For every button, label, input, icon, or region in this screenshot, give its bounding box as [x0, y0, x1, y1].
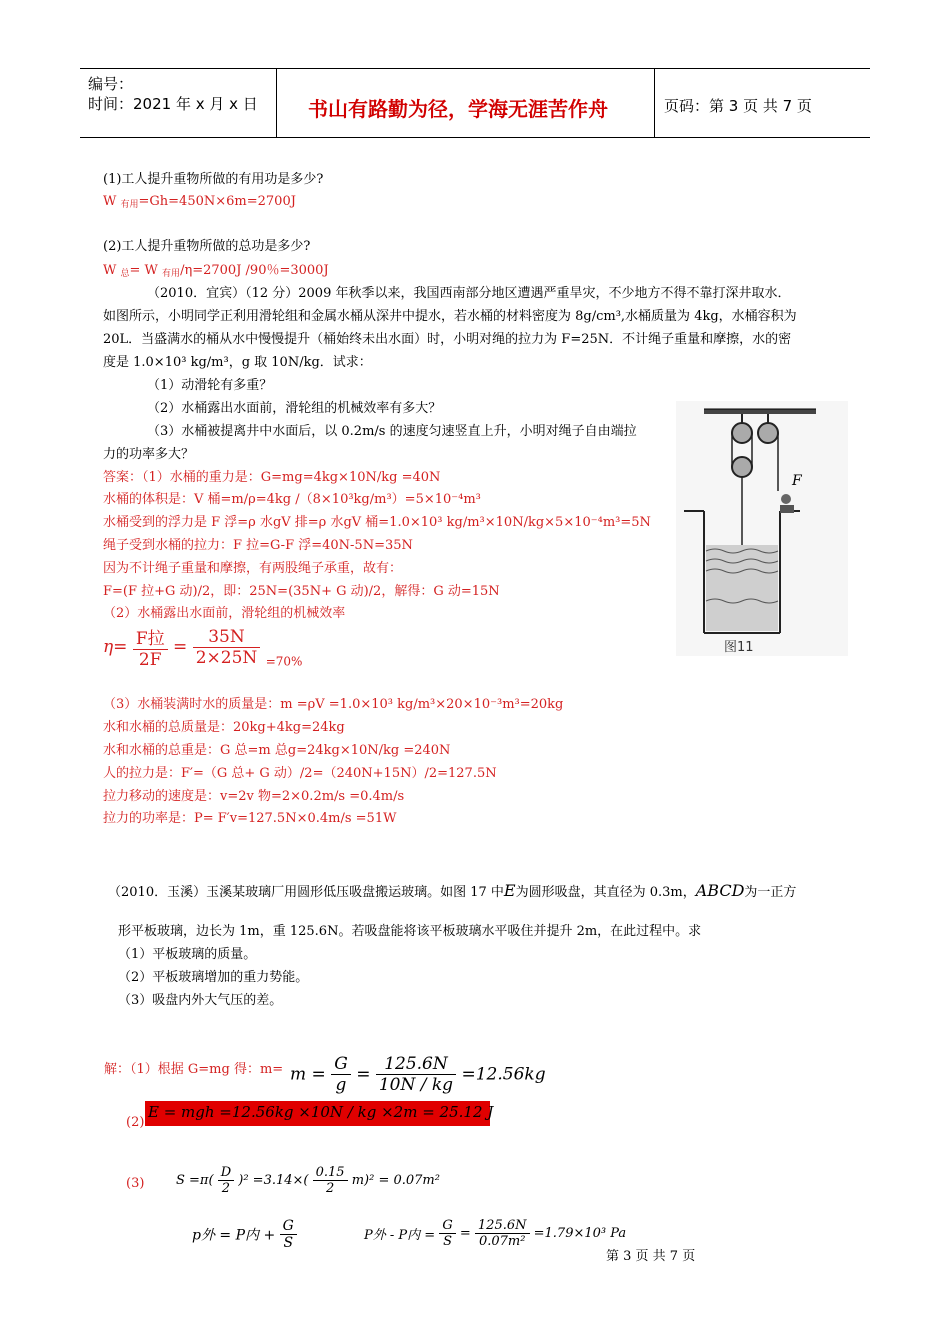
problem2-line4: 度是 1.0×10³ kg/m³，g 取 10N/kg．试求： [103, 355, 372, 370]
problem2-line3: 20L．当盛满水的桶从水中慢慢提升（桶始终未出水面）时，小明对绳的拉力为 F=25N．不计绳子重量和摩擦，水的密 [103, 332, 792, 347]
question-2: (2)工人提升重物所做的总功是多少? [103, 239, 311, 254]
page-label: 页码：第 3 页 共 7 页 [664, 97, 812, 115]
solution2-label: (2) [126, 1115, 145, 1130]
answer3-line-2: 水和水桶的总重是：G 总=m 总g=24kg×10N/kg =240N [103, 743, 451, 758]
answer-line-5: F=(F 拉+G 动)/2，即：25N=(35N+ G 动)/2，解得：G 动=15N [103, 584, 500, 599]
pulley-well-figure [676, 401, 848, 656]
question-1: (1)工人提升重物所做的有用功是多少? [103, 172, 324, 187]
eta-frac1: $\frac{\text{F拉}}{2F}$ [133, 624, 168, 670]
problem3-q2: （2）平板玻璃增加的重力势能。 [118, 970, 309, 985]
problem2-q3: （3）水桶被提离井中水面后，以 0.2m/s 的速度匀速竖直上升，小明对绳子自由端拉 [147, 424, 637, 439]
header-divider [654, 69, 655, 137]
pulley-well-illustration [676, 401, 848, 656]
problem2-q2: （2）水桶露出水面前，滑轮组的机械效率有多大？ [147, 401, 442, 416]
figure-caption: 图11 [724, 640, 754, 655]
problem2-line1: （2010．宜宾）（12 分）2009 年秋季以来，我国西南部分地区遭遇严重旱灾，不少地方不得不靠打深井取水． [147, 286, 791, 301]
answer-line-3: 绳子受到水桶的拉力：F 拉=G-F 浮=40N-5N=35N [103, 538, 413, 553]
solution3-label: (3) [126, 1176, 145, 1191]
problem2-line2: 如图所示，小明同学正利用滑轮组和金属水桶从深井中提水，若水桶的材料密度为 8g/cm³,水桶质量为 4kg，水桶容积为 [103, 309, 797, 324]
answer-line-6: （2）水桶露出水面前，滑轮组的机械效率 [103, 606, 346, 621]
pressure-formula-1: p外 = P内 + $\frac{G}{S}$ [192, 1218, 297, 1251]
eta-frac2: $\frac{35N}{2\times 25N}$ [193, 627, 261, 668]
problem3-line2: 形平板玻璃，边长为 1m，重 125.6N。若吸盘能将该平板玻璃水平吸住并提升 2m，在此过程中。求 [118, 924, 702, 939]
solution3-area-formula: S =π( $\frac{D}{2}$ )² =3.14×( $\frac{0.15}{2}$ m)² = 0.07m² [176, 1165, 440, 1196]
page-footer: 第 3 页 共 7 页 [606, 1249, 696, 1264]
answer3-line-1: 水和水桶的总质量是：20kg+4kg=24kg [103, 720, 345, 735]
answer3-line-5: 拉力的功率是：P= F′v=127.5N×0.4m/s =51W [103, 811, 397, 826]
code-label: 编号： [88, 75, 134, 93]
problem3-line1: （2010．玉溪）玉溪某玻璃厂用圆形低压吸盘搬运玻璃。如图 17 中E为圆形吸盘，其直径为 0.3m，ABCD为一正方 [108, 881, 797, 900]
pressure-formula-2: P外 - P内 = $\frac{G}{S}$ = $\frac{125.6N}{\text{0.07m²}}$ =1.79×10³ Pa [364, 1218, 627, 1249]
header-motto: 书山有路勤为径，学海无涯苦作舟 [308, 97, 608, 121]
problem2-q3b: 力的功率多大？ [103, 447, 195, 462]
header-left-cell [80, 69, 277, 137]
solution1-label: 解：（1）根据 G=mg 得：m= [104, 1062, 284, 1077]
time-label: 时间：2021 年 x 月 x 日 [88, 95, 258, 113]
problem2-q1: （1）动滑轮有多重？ [147, 378, 273, 393]
answer-line-1: 水桶的体积是：V 桶=m/ρ=4kg /（8×10³kg/m³）=5×10⁻⁴m³ [103, 492, 481, 507]
answer-line-2: 水桶受到的浮力是 F 浮=ρ 水gV 排=ρ 水gV 桶=1.0×10³ kg/m³×10N/kg×5×10⁻⁴m³=5N [103, 515, 651, 530]
page-header [80, 68, 870, 138]
answer-2: W 总= W 有用/η=2700J /90％=3000J [103, 263, 329, 279]
answer-line-4: 因为不计绳子重量和摩擦，有两股绳子承重，故有： [103, 561, 403, 576]
answer-line-0: 答案：（1）水桶的重力是：G=mg=4kg×10N/kg =40N [103, 470, 441, 485]
figure-force-label: F [792, 473, 802, 489]
efficiency-formula: η= $\frac{\text{F拉}}{2F}$ = $\frac{35N}{2\times 25N}$ $_{=70\%}$ [103, 624, 302, 670]
answer-1: W 有用=Gh=450N×6m=2700J [103, 194, 296, 210]
problem3-q3: （3）吸盘内外大气压的差。 [118, 993, 283, 1008]
answer3-line-4: 拉力移动的速度是：v=2v 物=2×0.2m/s =0.4m/s [103, 789, 405, 804]
solution1-formula: m = $\frac{G}{g}$ = $\frac{125.6N}{10N / kg}$ =12.56kg [290, 1054, 546, 1095]
answer3-line-0: （3）水桶装满时水的质量是：m =ρV =1.0×10³ kg/m³×20×10⁻³m³=20kg [103, 697, 564, 712]
problem3-q1: （1）平板玻璃的质量。 [118, 947, 257, 962]
solution2-formula: E = mgh =12.56kg ×10N / kg ×2m = 25.12 J [148, 1103, 494, 1121]
answer3-line-3: 人的拉力是：F′=（G 总+ G 动）/2=（240N+15N）/2=127.5N [103, 766, 497, 781]
